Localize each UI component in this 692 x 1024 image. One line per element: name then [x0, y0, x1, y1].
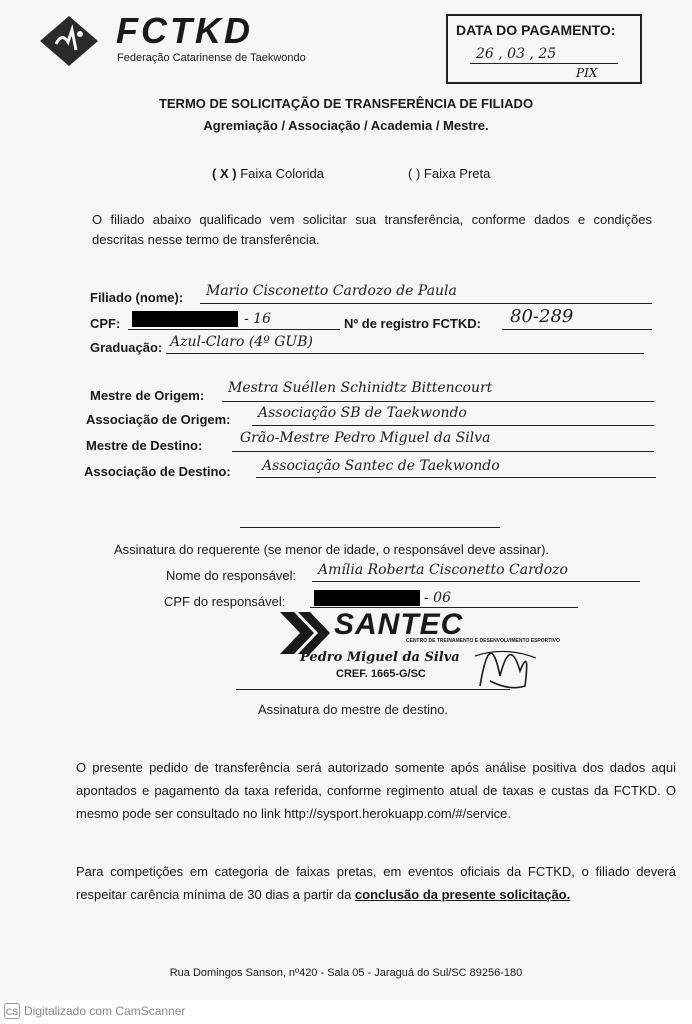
assoc-origem-label: Associação de Origem: — [86, 412, 231, 427]
payment-date: 26 , 03 , 25 — [476, 46, 557, 62]
filiado-label: Filiado (nome): — [90, 290, 184, 305]
cpf-line — [128, 329, 340, 330]
cpf-redaction — [132, 311, 238, 327]
stamp-cref: CREF. 1665-G/SC — [336, 668, 426, 680]
camscanner-logo-icon: CS — [4, 1003, 20, 1019]
competition-paragraph — [76, 860, 676, 906]
mestre-signature-line — [236, 689, 510, 690]
mestre-origem-label: Mestre de Origem: — [90, 388, 205, 403]
competition-text: Para competições em categoria de faixas pretas, em eventos oficiais da FCTKD, o filiado deverá respeitar carência mínima de 30 dias a partir da — [76, 864, 676, 902]
cpf-responsavel-redaction — [314, 590, 420, 606]
stamp-subtitle: CENTRO DE TREINAMENTO E DESENVOLVIMENTO ESPORTIVO — [406, 638, 560, 644]
cpf-label: CPF: — [90, 316, 121, 331]
assoc-origem-value: Associação SB de Taekwondo — [258, 405, 467, 421]
assoc-destino-value: Associação Santec de Taekwondo — [262, 458, 500, 474]
option-label: Faixa Colorida — [240, 166, 325, 181]
requerente-signature-line — [240, 527, 500, 528]
brand-subtitle: Federação Catarinense de Taekwondo — [117, 52, 306, 64]
option-faixa-colorida[interactable] — [212, 166, 324, 181]
mestre-origem-value: Mestra Suéllen Schinidtz Bittencourt — [228, 380, 493, 396]
registro-line — [502, 329, 652, 330]
responsavel-value: Amília Roberta Cisconetto Cardozo — [318, 562, 568, 578]
mestre-destino-label: Mestre de Destino: — [86, 438, 203, 453]
mestre-signature-scribble — [470, 616, 540, 696]
document-subtitle: Agremiação / Associação / Academia / Mestre. — [203, 118, 489, 133]
competition-emphasis: conclusão da presente solicitação. — [354, 887, 571, 902]
santec-logo-icon — [276, 612, 332, 654]
camscanner-watermark: Digitalizado com CamScanner — [24, 1004, 186, 1018]
assoc-origem-line — [252, 425, 654, 426]
fctkd-logo-icon — [38, 14, 100, 68]
option-mark: ( X ) — [212, 166, 237, 181]
option-label: Faixa Preta — [423, 166, 491, 181]
requerente-caption: Assinatura do requerente (se menor de idade, o responsável deve assinar). — [114, 542, 550, 557]
registro-value: 80-289 — [510, 306, 574, 327]
payment-method: PIX — [576, 66, 598, 80]
responsavel-line — [312, 581, 640, 582]
option-mark: ( ) — [408, 166, 421, 181]
filiado-line — [200, 303, 652, 304]
responsavel-label: Nome do responsável: — [166, 568, 297, 583]
assoc-destino-line — [256, 477, 656, 478]
brand-title: FCTKD — [116, 10, 253, 51]
payment-box-title: DATA DO PAGAMENTO: — [456, 22, 616, 38]
registro-label: Nº de registro FCTKD: — [344, 316, 481, 331]
stamp-person: Pedro Miguel da Silva — [300, 650, 460, 665]
document-title: TERMO DE SOLICITAÇÃO DE TRANSFERÊNCIA DE FILIADO — [158, 96, 534, 111]
mestre-origem-line — [222, 401, 654, 402]
mestre-caption: Assinatura do mestre de destino. — [258, 702, 449, 717]
address-footer: Rua Domingos Sanson, nº420 - Sala 05 - Jaraguá do Sul/SC 89256-180 — [169, 967, 523, 979]
cpf-responsavel-suffix: - 06 — [424, 590, 451, 606]
cpf-responsavel-label: CPF do responsável: — [164, 594, 286, 609]
graduacao-line — [166, 353, 644, 354]
option-faixa-preta[interactable] — [408, 166, 490, 181]
stamp-name: SANTEC — [334, 608, 464, 641]
mestre-destino-value: Grão-Mestre Pedro Miguel da Silva — [240, 430, 491, 446]
assoc-destino-label: Associação de Destino: — [84, 464, 231, 479]
authorization-paragraph: O presente pedido de transferência será autorizado somente após análise positiva dos dados aqui apontados e pagamento da taxa referida, conforme regimento atual de taxas e custas da FCTKD. O mesmo pode ser consultado no link http://sysport.herokuapp.com/#/service. — [76, 760, 676, 821]
cpf-suffix: - 16 — [244, 311, 271, 327]
intro-paragraph: O filiado abaixo qualificado vem solicitar sua transferência, conforme dados e condições descritas nesse termo de transferência. — [92, 212, 652, 247]
graduacao-value: Azul-Claro (4º GUB) — [170, 334, 313, 350]
mestre-destino-line — [232, 451, 654, 452]
filiado-value: Mario Cisconetto Cardozo de Paula — [206, 283, 457, 299]
payment-date-line — [470, 63, 618, 64]
graduacao-label: Graduação: — [90, 340, 163, 355]
